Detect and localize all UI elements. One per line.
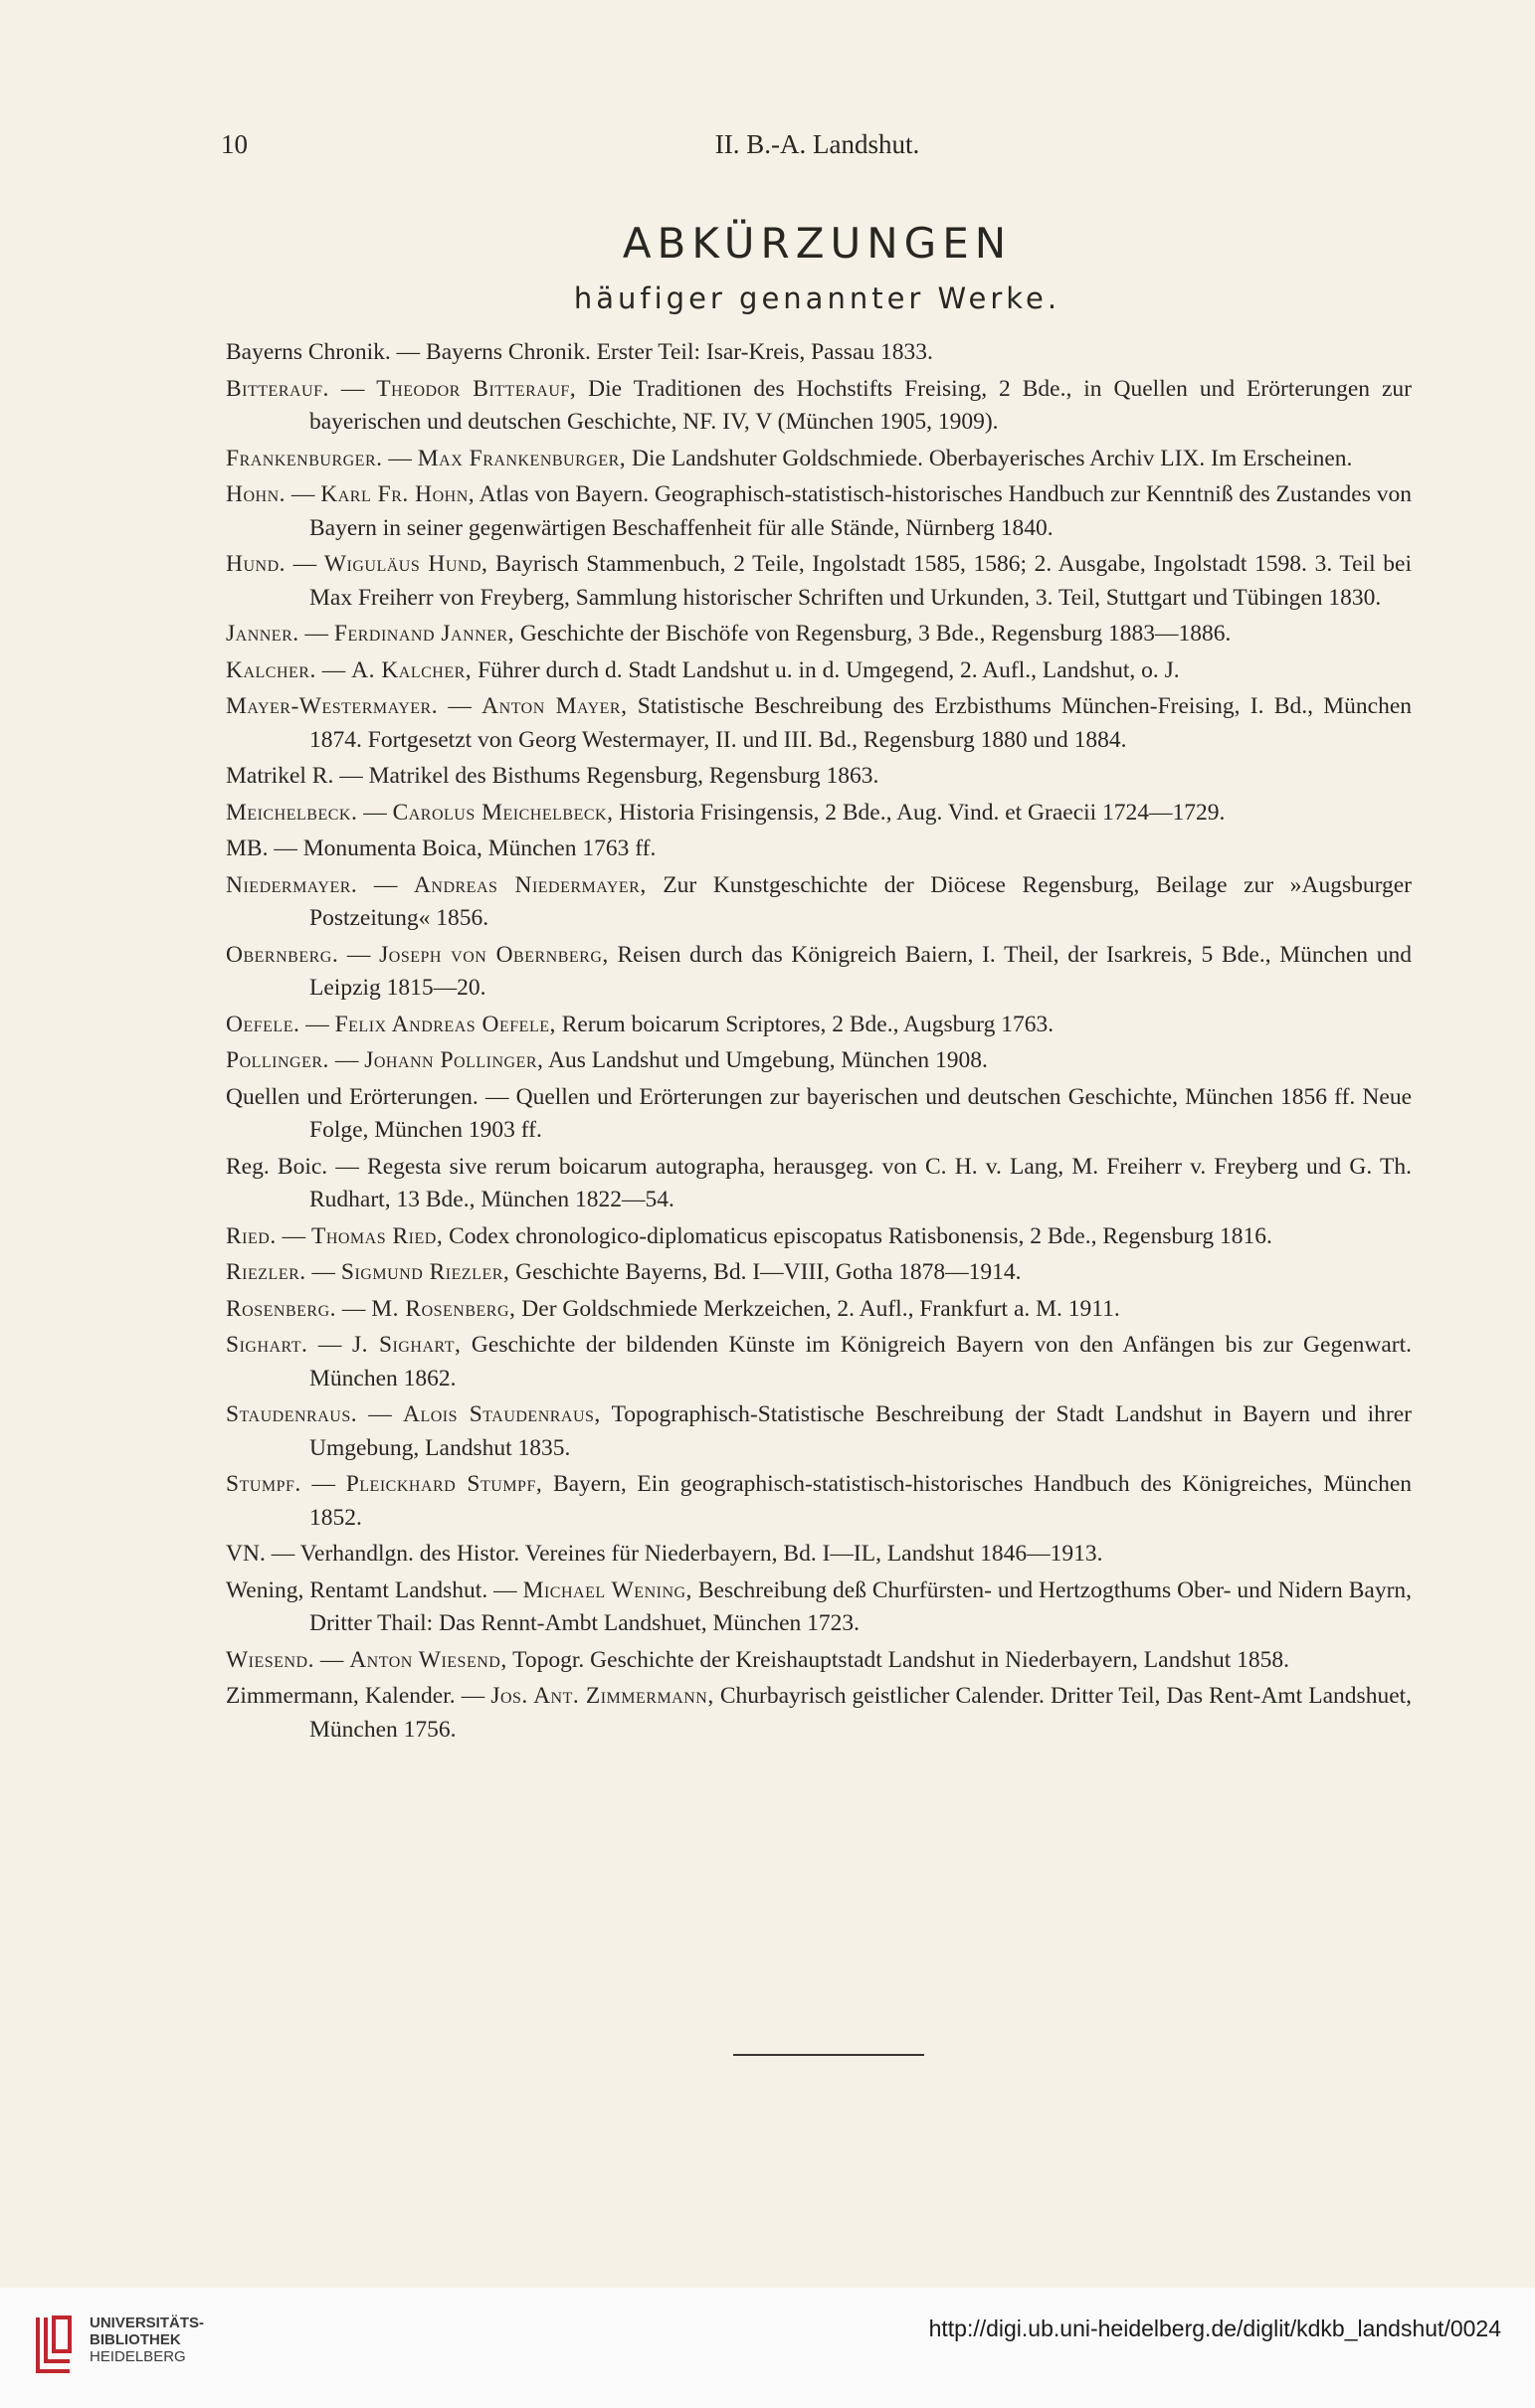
entry-text: Geschichte der Bischöfe von Regensburg, 3 Bde., Regensburg 1883—1886. <box>519 621 1232 647</box>
entry-text: Churbayrisch geistlicher Calender. Dritter Teil, Das Rent-Amt Landshuet, München 1756. <box>309 1683 1413 1743</box>
entry-abbreviation: Obernberg. <box>226 941 339 968</box>
abbreviation-entry: Bitterauf. — Theodor Bitterauf, Die Traditionen des Hochstifts Freising, 2 Bde., in Quellen und Erörterungen zur bayerischen und deutschen Geschichte, NF. IV, V (München 1905, 1909). <box>226 375 1412 435</box>
page-header <box>0 129 1535 169</box>
abbreviation-entry: Ried. — Thomas Ried, Codex chronologico-diplomaticus episcopatus Ratisbonensis, 2 Bde., Regensburg 1816. <box>226 1222 1272 1249</box>
entry-abbreviation: Staudenraus. <box>226 1401 358 1427</box>
entry-abbreviation: Reg. Boic. <box>226 1153 328 1180</box>
entry-author: Carolus Meichelbeck, <box>392 799 614 826</box>
entry-abbreviation: Oefele. <box>226 1011 300 1037</box>
entry-abbreviation: VN. <box>226 1541 266 1567</box>
footer-bar <box>0 2288 1535 2408</box>
entry-text: Der Goldschmiede Merkzeichen, 2. Aufl., Frankfurt a. M. 1911. <box>521 1295 1120 1322</box>
source-url-link[interactable]: http://digi.ub.uni-heidelberg.de/diglit/kdkb_landshut/0024 <box>928 2315 1501 2341</box>
entry-abbreviation: Niedermayer. <box>226 871 358 898</box>
entry-author: Alois Staudenraus, <box>402 1401 601 1427</box>
entry-text: Topographisch-Statistische Beschreibung der Stadt Landshut in Bayern und ihrer Umgebung, Landshut 1835. <box>309 1401 1413 1461</box>
entry-author: Michael Wening, <box>522 1576 692 1603</box>
abbreviation-entry: Quellen und Erörterungen. — Quellen und Erörterungen zur bayerischen und deutschen Geschichte, München 1856 ff. Neue Folge, München 1903 ff. <box>226 1083 1413 1143</box>
entry-text: Verhandlgn. des Histor. Vereines für Niederbayern, Bd. I—IL, Landshut 1846—1913. <box>299 1541 1103 1567</box>
entry-author: Anton Wiesend, <box>349 1646 507 1673</box>
abbreviation-entry: Meichelbeck. — Carolus Meichelbeck, Historia Frisingensis, 2 Bde., Aug. Vind. et Graecii 1724—1729. <box>226 799 1226 826</box>
abbreviation-entry: Sighart. — J. Sighart, Geschichte der bildenden Künste im Königreich Bayern von den Anfängen bis zur Gegenwart. München 1862. <box>226 1332 1413 1391</box>
abbreviation-list <box>226 336 1412 1750</box>
library-name-line: HEIDELBERG <box>90 2348 186 2365</box>
entry-abbreviation: Sighart. <box>226 1332 308 1358</box>
entry-abbreviation: Ried. <box>226 1222 277 1249</box>
entry-abbreviation: Wiesend. <box>226 1646 314 1673</box>
entry-author: Joseph von Obernberg, <box>379 941 609 968</box>
abbreviation-entry: Bayerns Chronik. — Bayerns Chronik. Erster Teil: Isar-Kreis, Passau 1833. <box>226 339 933 365</box>
entry-abbreviation: Bitterauf. <box>226 375 329 402</box>
entry-text: Historia Frisingensis, 2 Bde., Aug. Vind. et Graecii 1724—1729. <box>619 799 1226 826</box>
entry-author: Felix Andreas Oefele, <box>334 1011 556 1037</box>
entry-abbreviation: Frankenburger. <box>226 445 383 471</box>
entry-abbreviation: Quellen und Erörterungen. <box>226 1083 479 1110</box>
entry-author: Wiguläus Hund, <box>323 551 488 577</box>
library-name <box>90 2315 204 2365</box>
abbreviation-entry: Matrikel R. — Matrikel des Bisthums Regensburg, Regensburg 1863. <box>226 763 879 789</box>
abbreviation-entry: Rosenberg. — M. Rosenberg, Der Goldschmiede Merkzeichen, 2. Aufl., Frankfurt a. M. 1911. <box>226 1295 1120 1322</box>
entry-abbreviation: Hohn. <box>226 481 287 507</box>
entry-text: Aus Landshut und Umgebung, München 1908. <box>548 1047 988 1073</box>
entry-text: Monumenta Boica, München 1763 ff. <box>302 835 657 861</box>
entry-author: Sigmund Riezler, <box>340 1259 510 1285</box>
page-number: 10 <box>221 129 248 159</box>
entry-abbreviation: Bayerns Chronik. <box>226 339 391 365</box>
entry-abbreviation: Matrikel R. <box>226 763 334 789</box>
abbreviation-entry: Oefele. — Felix Andreas Oefele, Rerum boicarum Scriptores, 2 Bde., Augsburg 1763. <box>226 1011 1055 1037</box>
entry-author: Ferdinand Janner, <box>333 621 515 647</box>
entry-abbreviation: Mayer-Westermayer. <box>226 693 439 719</box>
library-name-line: BIBLIOTHEK <box>90 2331 181 2348</box>
abbreviation-entry: Staudenraus. — Alois Staudenraus, Topographisch-Statistische Beschreibung der Stadt Landshut in Bayern und ihrer Umgebung, Landshut 1835. <box>226 1401 1413 1461</box>
entry-abbreviation: Stumpf. <box>226 1471 301 1497</box>
end-rule <box>733 2054 924 2056</box>
entry-text: Zur Kunstgeschichte der Diöcese Regensburg, Beilage zur »Augsburger Postzeitung« 1856. <box>309 871 1413 931</box>
entry-text: Bayerns Chronik. Erster Teil: Isar-Kreis, Passau 1833. <box>426 339 933 365</box>
entry-text: Bayrisch Stammenbuch, 2 Teile, Ingolstadt 1585, 1586; 2. Ausgabe, Ingolstadt 1598. 3. Teil bei Max Freiherr von Freyberg, Sammlung historischer Schriften und Urkunden, 3. Teil, Stuttgart und Tübingen 1830. <box>309 551 1412 611</box>
entry-author: A. Kalcher, <box>351 656 473 683</box>
entry-abbreviation: Wening, Rentamt Landshut. <box>226 1576 488 1603</box>
abbreviation-entry: Obernberg. — Joseph von Obernberg, Reisen durch das Königreich Baiern, I. Theil, der Isarkreis, 5 Bde., München und Leipzig 1815—20. <box>226 941 1413 1001</box>
entry-text: Beschreibung deß Churfürsten- und Hertzogthums Ober- und Nidern Bayrn, Dritter Thail: Das Rennt-Ambt Landshuet, München 1723. <box>309 1576 1413 1636</box>
abbreviation-entry: Reg. Boic. — Regesta sive rerum boicarum autographa, herausgeg. von C. H. v. Lang, M. Freiherr v. Freyberg und G. Th. Rudhart, 13 Bde., München 1822—54. <box>226 1153 1413 1212</box>
entry-text: Codex chronologico-diplomaticus episcopatus Ratisbonensis, 2 Bde., Regensburg 1816. <box>449 1222 1272 1249</box>
entry-author: Johann Pollinger, <box>364 1047 544 1073</box>
entry-text: Rerum boicarum Scriptores, 2 Bde., Augsburg 1763. <box>561 1011 1055 1037</box>
abbreviation-entry: Riezler. — Sigmund Riezler, Geschichte Bayerns, Bd. I—VIII, Gotha 1878—1914. <box>226 1259 1022 1285</box>
entry-author: Max Frankenburger, <box>417 445 627 471</box>
entry-abbreviation: Janner. <box>226 621 299 647</box>
entry-text: Geschichte der bildenden Künste im Königreich Bayern von den Anfängen bis zur Gegenwart. München 1862. <box>309 1332 1413 1391</box>
entry-abbreviation: Kalcher. <box>226 656 316 683</box>
entry-abbreviation: Rosenberg. <box>226 1295 337 1322</box>
library-name-line: UNIVERSITÄTS- <box>90 2315 205 2331</box>
entry-author: Anton Mayer, <box>481 693 628 719</box>
abbreviation-entry: Frankenburger. — Max Frankenburger, Die Landshuter Goldschmiede. Oberbayerisches Archiv LIX. Im Erscheinen. <box>226 445 1353 471</box>
entry-text: Reisen durch das Königreich Baiern, I. Theil, der Isarkreis, 5 Bde., München und Leipzig 1815—20. <box>309 941 1413 1001</box>
abbreviation-entry: Zimmermann, Kalender. — Jos. Ant. Zimmermann, Churbayrisch geistlicher Calender. Dritter Teil, Das Rent-Amt Landshuet, München 1756. <box>226 1683 1413 1743</box>
abbreviation-entry: Kalcher. — A. Kalcher, Führer durch d. Stadt Landshut u. in d. Umgegend, 2. Aufl., Landshut, o. J. <box>226 656 1180 683</box>
abbreviation-entry: Pollinger. — Johann Pollinger, Aus Landshut und Umgebung, München 1908. <box>226 1047 988 1073</box>
entry-text: Topogr. Geschichte der Kreishauptstadt Landshut in Niederbayern, Landshut 1858. <box>512 1646 1290 1673</box>
entry-author: J. Sighart, <box>351 1332 462 1358</box>
entry-text: Regesta sive rerum boicarum autographa, herausgeg. von C. H. v. Lang, M. Freiherr v. Freyberg und G. Th. Rudhart, 13 Bde., München 1822—54. <box>309 1153 1413 1212</box>
running-head: II. B.-A. Landshut. <box>714 129 920 159</box>
abbreviation-entry: Wening, Rentamt Landshut. — Michael Wening, Beschreibung deß Churfürsten- und Hertzogthums Ober- und Nidern Bayrn, Dritter Thail: Das Rennt-Ambt Landshuet, München 1723. <box>226 1576 1413 1636</box>
library-logo-icon <box>32 2310 76 2379</box>
entry-author: Karl Fr. Hohn, <box>320 481 476 507</box>
abbreviation-entry: Hund. — Wiguläus Hund, Bayrisch Stammenbuch, 2 Teile, Ingolstadt 1585, 1586; 2. Ausgabe, Ingolstadt 1598. 3. Teil bei Max Freiherr von Freyberg, Sammlung historischer Schriften und Urkunden, 3. Teil, Stuttgart und Tübingen 1830. <box>226 551 1412 611</box>
entry-abbreviation: Zimmermann, Kalender. <box>226 1683 456 1709</box>
entry-abbreviation: Hund. <box>226 551 287 577</box>
entry-author: Thomas Ried, <box>310 1222 444 1249</box>
entry-author: M. Rosenberg, <box>371 1295 516 1322</box>
entry-abbreviation: Riezler. <box>226 1259 306 1285</box>
entry-text: Matrikel des Bisthums Regensburg, Regensburg 1863. <box>368 763 879 789</box>
abbreviation-entry: Stumpf. — Pleickhard Stumpf, Bayern, Ein geographisch-statistisch-historisches Handbuch des Königreiches, München 1852. <box>226 1471 1413 1531</box>
page-title: ABKÜRZUNGEN <box>622 219 1013 268</box>
entry-author: Theodor Bitterauf, <box>376 375 577 402</box>
page-subtitle: häufiger genannter Werke. <box>573 281 1061 315</box>
abbreviation-entry: Mayer-Westermayer. — Anton Mayer, Statistische Beschreibung des Erzbisthums München-Freising, I. Bd., München 1874. Fortgesetzt von Georg Westermayer, II. und III. Bd., Regensburg 1880 und 1884. <box>226 693 1413 753</box>
entry-abbreviation: MB. <box>226 835 269 861</box>
entry-text: Die Landshuter Goldschmiede. Oberbayerisches Archiv LIX. Im Erscheinen. <box>632 445 1353 471</box>
abbreviation-entry: Niedermayer. — Andreas Niedermayer, Zur Kunstgeschichte der Diöcese Regensburg, Beilage zur »Augsburger Postzeitung« 1856. <box>226 871 1413 931</box>
entry-text: Atlas von Bayern. Geographisch-statistisch-historisches Handbuch zur Kenntniß des Zustandes von Bayern in seiner gegenwärtigen Beschaffenheit für alle Stände, Nürnberg 1840. <box>309 481 1412 541</box>
entry-text: Die Traditionen des Hochstifts Freising, 2 Bde., in Quellen und Erörterungen zur bayerischen und deutschen Geschichte, NF. IV, V (München 1905, 1909). <box>309 375 1412 435</box>
entry-author: Andreas Niedermayer, <box>413 871 647 898</box>
entry-text: Geschichte Bayerns, Bd. I—VIII, Gotha 1878—1914. <box>515 1259 1022 1285</box>
entry-text: Statistische Beschreibung des Erzbisthums München-Freising, I. Bd., München 1874. Fortgesetzt von Georg Westermayer, II. und III. Bd., Regensburg 1880 und 1884. <box>309 693 1413 753</box>
abbreviation-entry: Hohn. — Karl Fr. Hohn, Atlas von Bayern. Geographisch-statistisch-historisches Handbuch zur Kenntniß des Zustandes von Bayern in seiner gegenwärtigen Beschaffenheit für alle Stände, Nürnberg 1840. <box>226 481 1412 541</box>
abbreviation-entry: MB. — Monumenta Boica, München 1763 ff. <box>226 835 657 861</box>
entry-text: Quellen und Erörterungen zur bayerischen und deutschen Geschichte, München 1856 ff. Neue Folge, München 1903 ff. <box>309 1083 1413 1143</box>
entry-abbreviation: Meichelbeck. <box>226 799 358 826</box>
abbreviation-entry: VN. — Verhandlgn. des Histor. Vereines für Niederbayern, Bd. I—IL, Landshut 1846—1913. <box>226 1541 1103 1567</box>
entry-author: Pleickhard Stumpf, <box>345 1471 543 1497</box>
entry-text: Führer durch d. Stadt Landshut u. in d. Umgegend, 2. Aufl., Landshut, o. J. <box>478 656 1180 683</box>
abbreviation-entry: Wiesend. — Anton Wiesend, Topogr. Geschichte der Kreishauptstadt Landshut in Niederbayern, Landshut 1858. <box>226 1646 1290 1673</box>
entry-author: Jos. Ant. Zimmermann, <box>490 1683 714 1709</box>
entry-abbreviation: Pollinger. <box>226 1047 329 1073</box>
abbreviation-entry: Janner. — Ferdinand Janner, Geschichte der Bischöfe von Regensburg, 3 Bde., Regensburg 1883—1886. <box>226 621 1232 647</box>
entry-text: Bayern, Ein geographisch-statistisch-historisches Handbuch des Königreiches, München 1852. <box>309 1471 1413 1531</box>
